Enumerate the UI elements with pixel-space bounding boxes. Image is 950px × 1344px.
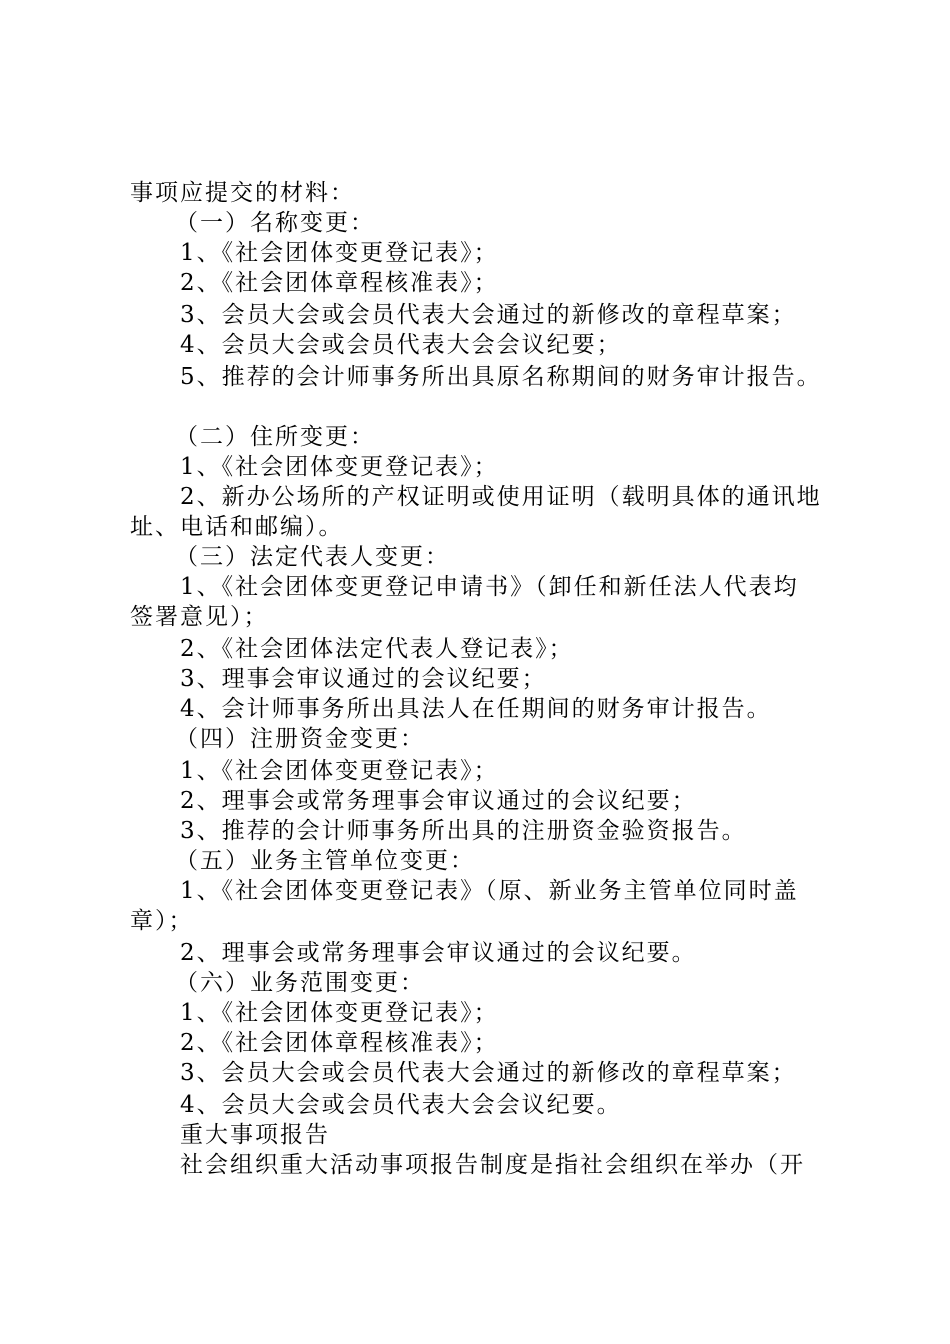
body-paragraph: 社会组织重大活动事项报告制度是指社会组织在举办（开 (180, 1152, 805, 1178)
list-item: 1、《社会团体变更登记表》； (180, 1000, 499, 1026)
list-item: 2、《社会团体章程核准表》； (180, 1030, 499, 1056)
list-item: 1、《社会团体变更登记表》； (180, 454, 499, 480)
list-item: 1、《社会团体变更登记表》（原、新业务主管单位同时盖 (180, 878, 799, 904)
list-item-continuation: 签署意见）； (130, 604, 269, 630)
section-heading-address-change: （二）住所变更： (175, 424, 375, 450)
list-item: 4、会员大会或会员代表大会会议纪要； (180, 332, 622, 358)
list-item: 5、推荐的会计师事务所出具原名称期间的财务审计报告。 (180, 364, 822, 390)
list-item: 3、推荐的会计师事务所出具的注册资金验资报告。 (180, 818, 747, 844)
list-item-continuation: 址、电话和邮编）。 (130, 514, 344, 540)
list-item: 4、会员大会或会员代表大会会议纪要。 (180, 1092, 622, 1118)
list-item: 2、《社会团体法定代表人登记表》； (180, 636, 574, 662)
section-heading-name-change: （一）名称变更： (175, 210, 375, 236)
list-item: 3、理事会审议通过的会议纪要； (180, 666, 547, 692)
section-heading-supervisor-change: （五）业务主管单位变更： (175, 848, 475, 874)
section-heading-capital-change: （四）注册资金变更： (175, 726, 425, 752)
section-heading-scope-change: （六）业务范围变更： (175, 970, 425, 996)
list-item: 1、《社会团体变更登记申请书》（卸任和新任法人代表均 (180, 574, 799, 600)
intro-line: 事项应提交的材料： (130, 180, 355, 206)
list-item: 4、会计师事务所出具法人在任期间的财务审计报告。 (180, 696, 772, 722)
list-item-continuation: 章）； (130, 908, 194, 934)
section-heading-legal-rep-change: （三）法定代表人变更： (175, 544, 450, 570)
list-item: 2、理事会或常务理事会审议通过的会议纪要。 (180, 940, 697, 966)
list-item: 3、会员大会或会员代表大会通过的新修改的章程草案； (180, 1060, 797, 1086)
major-matters-heading: 重大事项报告 (180, 1122, 330, 1148)
list-item: 3、会员大会或会员代表大会通过的新修改的章程草案； (180, 302, 797, 328)
list-item: 2、理事会或常务理事会审议通过的会议纪要； (180, 788, 697, 814)
list-item: 1、《社会团体变更登记表》； (180, 240, 499, 266)
list-item: 1、《社会团体变更登记表》； (180, 758, 499, 784)
list-item: 2、《社会团体章程核准表》； (180, 270, 499, 296)
list-item: 2、新办公场所的产权证明或使用证明（载明具体的通讯地 (180, 484, 822, 510)
